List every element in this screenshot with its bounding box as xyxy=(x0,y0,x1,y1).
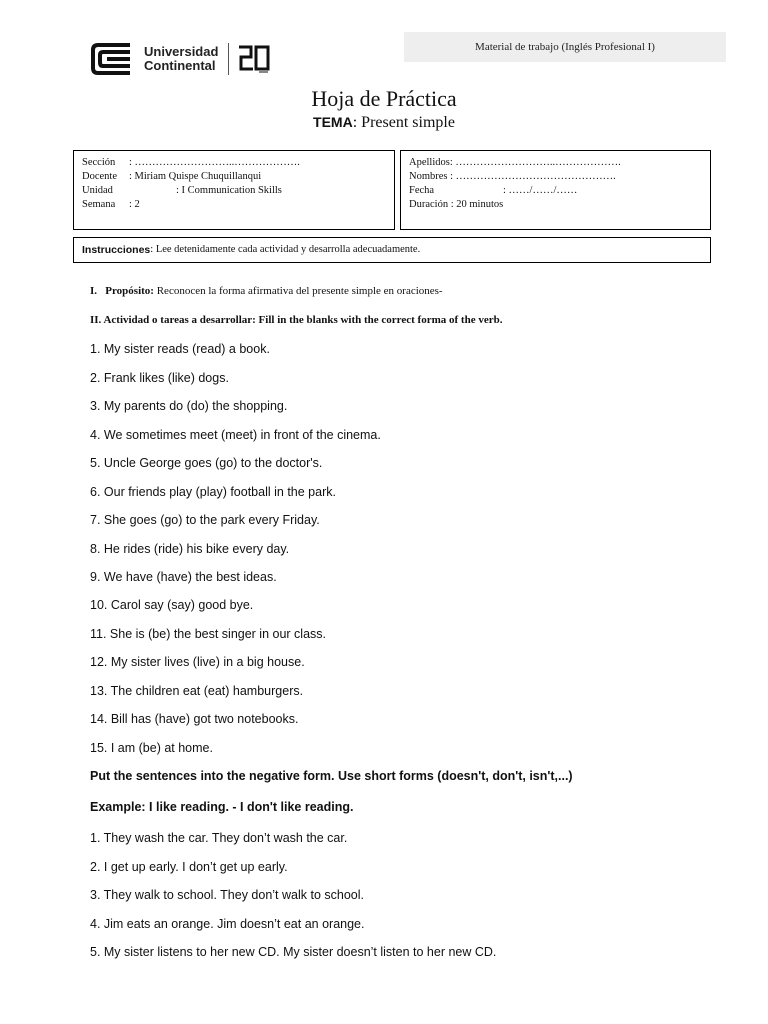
nombres-field: Nombres : ………………………………………. xyxy=(409,171,616,182)
exercise1-item-1: 1. My sister reads (read) a book. xyxy=(90,342,270,356)
topic-line xyxy=(0,114,768,132)
docente-label: Docente xyxy=(82,171,117,182)
semana-value: : 2 xyxy=(129,199,140,210)
exercise1-item-4: 4. We sometimes meet (meet) in front of the cinema. xyxy=(90,428,381,442)
anniversary-20-icon xyxy=(237,43,271,75)
unidad-label: Unidad xyxy=(82,185,113,196)
exercise2-item-1: 1. They wash the car. They don’t wash the car. xyxy=(90,831,348,845)
negative-instruction: Put the sentences into the negative form. Use short forms (doesn't, don't, isn't,...) xyxy=(90,769,573,783)
instructions-box xyxy=(73,237,711,263)
docente-value: : Miriam Quispe Chuquillanqui xyxy=(129,171,262,182)
exercise1-item-13: 13. The children eat (eat) hamburgers. xyxy=(90,684,304,698)
topic-label: TEMA xyxy=(313,114,353,130)
seccion-label: Sección xyxy=(82,157,116,168)
exercise1-item-3: 3. My parents do (do) the shopping. xyxy=(90,399,288,413)
logo-line1: Universidad xyxy=(144,44,219,59)
exercise1-item-11: 11. She is (be) the best singer in our class. xyxy=(90,627,326,641)
exercise1-item-9: 9. We have (have) the best ideas. xyxy=(90,570,277,584)
exercise2-item-3: 3. They walk to school. They don’t walk to school. xyxy=(90,888,364,902)
exercise2-item-2: 2. I get up early. I don’t get up early. xyxy=(90,860,288,874)
exercise1-item-8: 8. He rides (ride) his bike every day. xyxy=(90,542,290,556)
material-label xyxy=(404,32,726,62)
semana-label: Semana xyxy=(82,199,116,210)
example-line: Example: I like reading. - I don't like reading. xyxy=(90,800,354,814)
activity-heading: II. Actividad o tareas a desarrollar: Fill in the blanks with the correct forma of the verb. xyxy=(90,314,503,326)
purpose-label: Propósito: xyxy=(105,285,154,297)
exercise1-item-12: 12. My sister lives (live) in a big house. xyxy=(90,655,305,669)
unidad-value: : I Communication Skills xyxy=(176,185,282,196)
exercise1-item-14: 14. Bill has (have) got two notebooks. xyxy=(90,712,299,726)
exercise2-item-5: 5. My sister listens to her new CD. My sister doesn’t listen to her new CD. xyxy=(90,945,497,959)
exercise1-item-7: 7. She goes (go) to the park every Friday. xyxy=(90,513,320,527)
exercise2-item-4: 4. Jim eats an orange. Jim doesn’t eat an orange. xyxy=(90,917,365,931)
exercise1-item-5: 5. Uncle George goes (go) to the doctor's. xyxy=(90,456,323,470)
student-info-left xyxy=(73,150,395,230)
student-info-right xyxy=(400,150,711,230)
exercise1-item-6: 6. Our friends play (play) football in the park. xyxy=(90,485,336,499)
logo-divider xyxy=(228,43,229,75)
exercise1-item-10: 10. Carol say (say) good bye. xyxy=(90,598,254,612)
instructions-text: : Lee detenidamente cada actividad y desarrolla adecuadamente. xyxy=(150,244,421,255)
seccion-value: : ………………………..………………. xyxy=(129,157,300,168)
material-text: Material de trabajo (Inglés Profesional I) xyxy=(475,41,655,53)
exercise1-item-15: 15. I am (be) at home. xyxy=(90,741,213,755)
purpose-text: Reconocen la forma afirmativa del presente simple en oraciones- xyxy=(153,285,443,297)
fecha-label: Fecha xyxy=(409,185,435,196)
page-title: Hoja de Práctica xyxy=(311,86,457,111)
duracion-field: Duración : 20 minutos xyxy=(409,199,504,210)
continental-logo-icon xyxy=(90,42,136,76)
university-logo xyxy=(90,42,271,76)
logo-text xyxy=(144,45,218,73)
purpose-number: I. xyxy=(90,285,98,297)
fecha-value: : ……/……/…… xyxy=(503,185,578,196)
exercise1-item-2: 2. Frank likes (like) dogs. xyxy=(90,371,229,385)
logo-line2: Continental xyxy=(144,58,216,73)
instructions-label: Instrucciones xyxy=(82,244,151,256)
topic-value: : Present simple xyxy=(352,114,455,131)
apellidos-field: Apellidos: ………………………..………………. xyxy=(409,157,621,168)
purpose-line xyxy=(90,285,443,297)
